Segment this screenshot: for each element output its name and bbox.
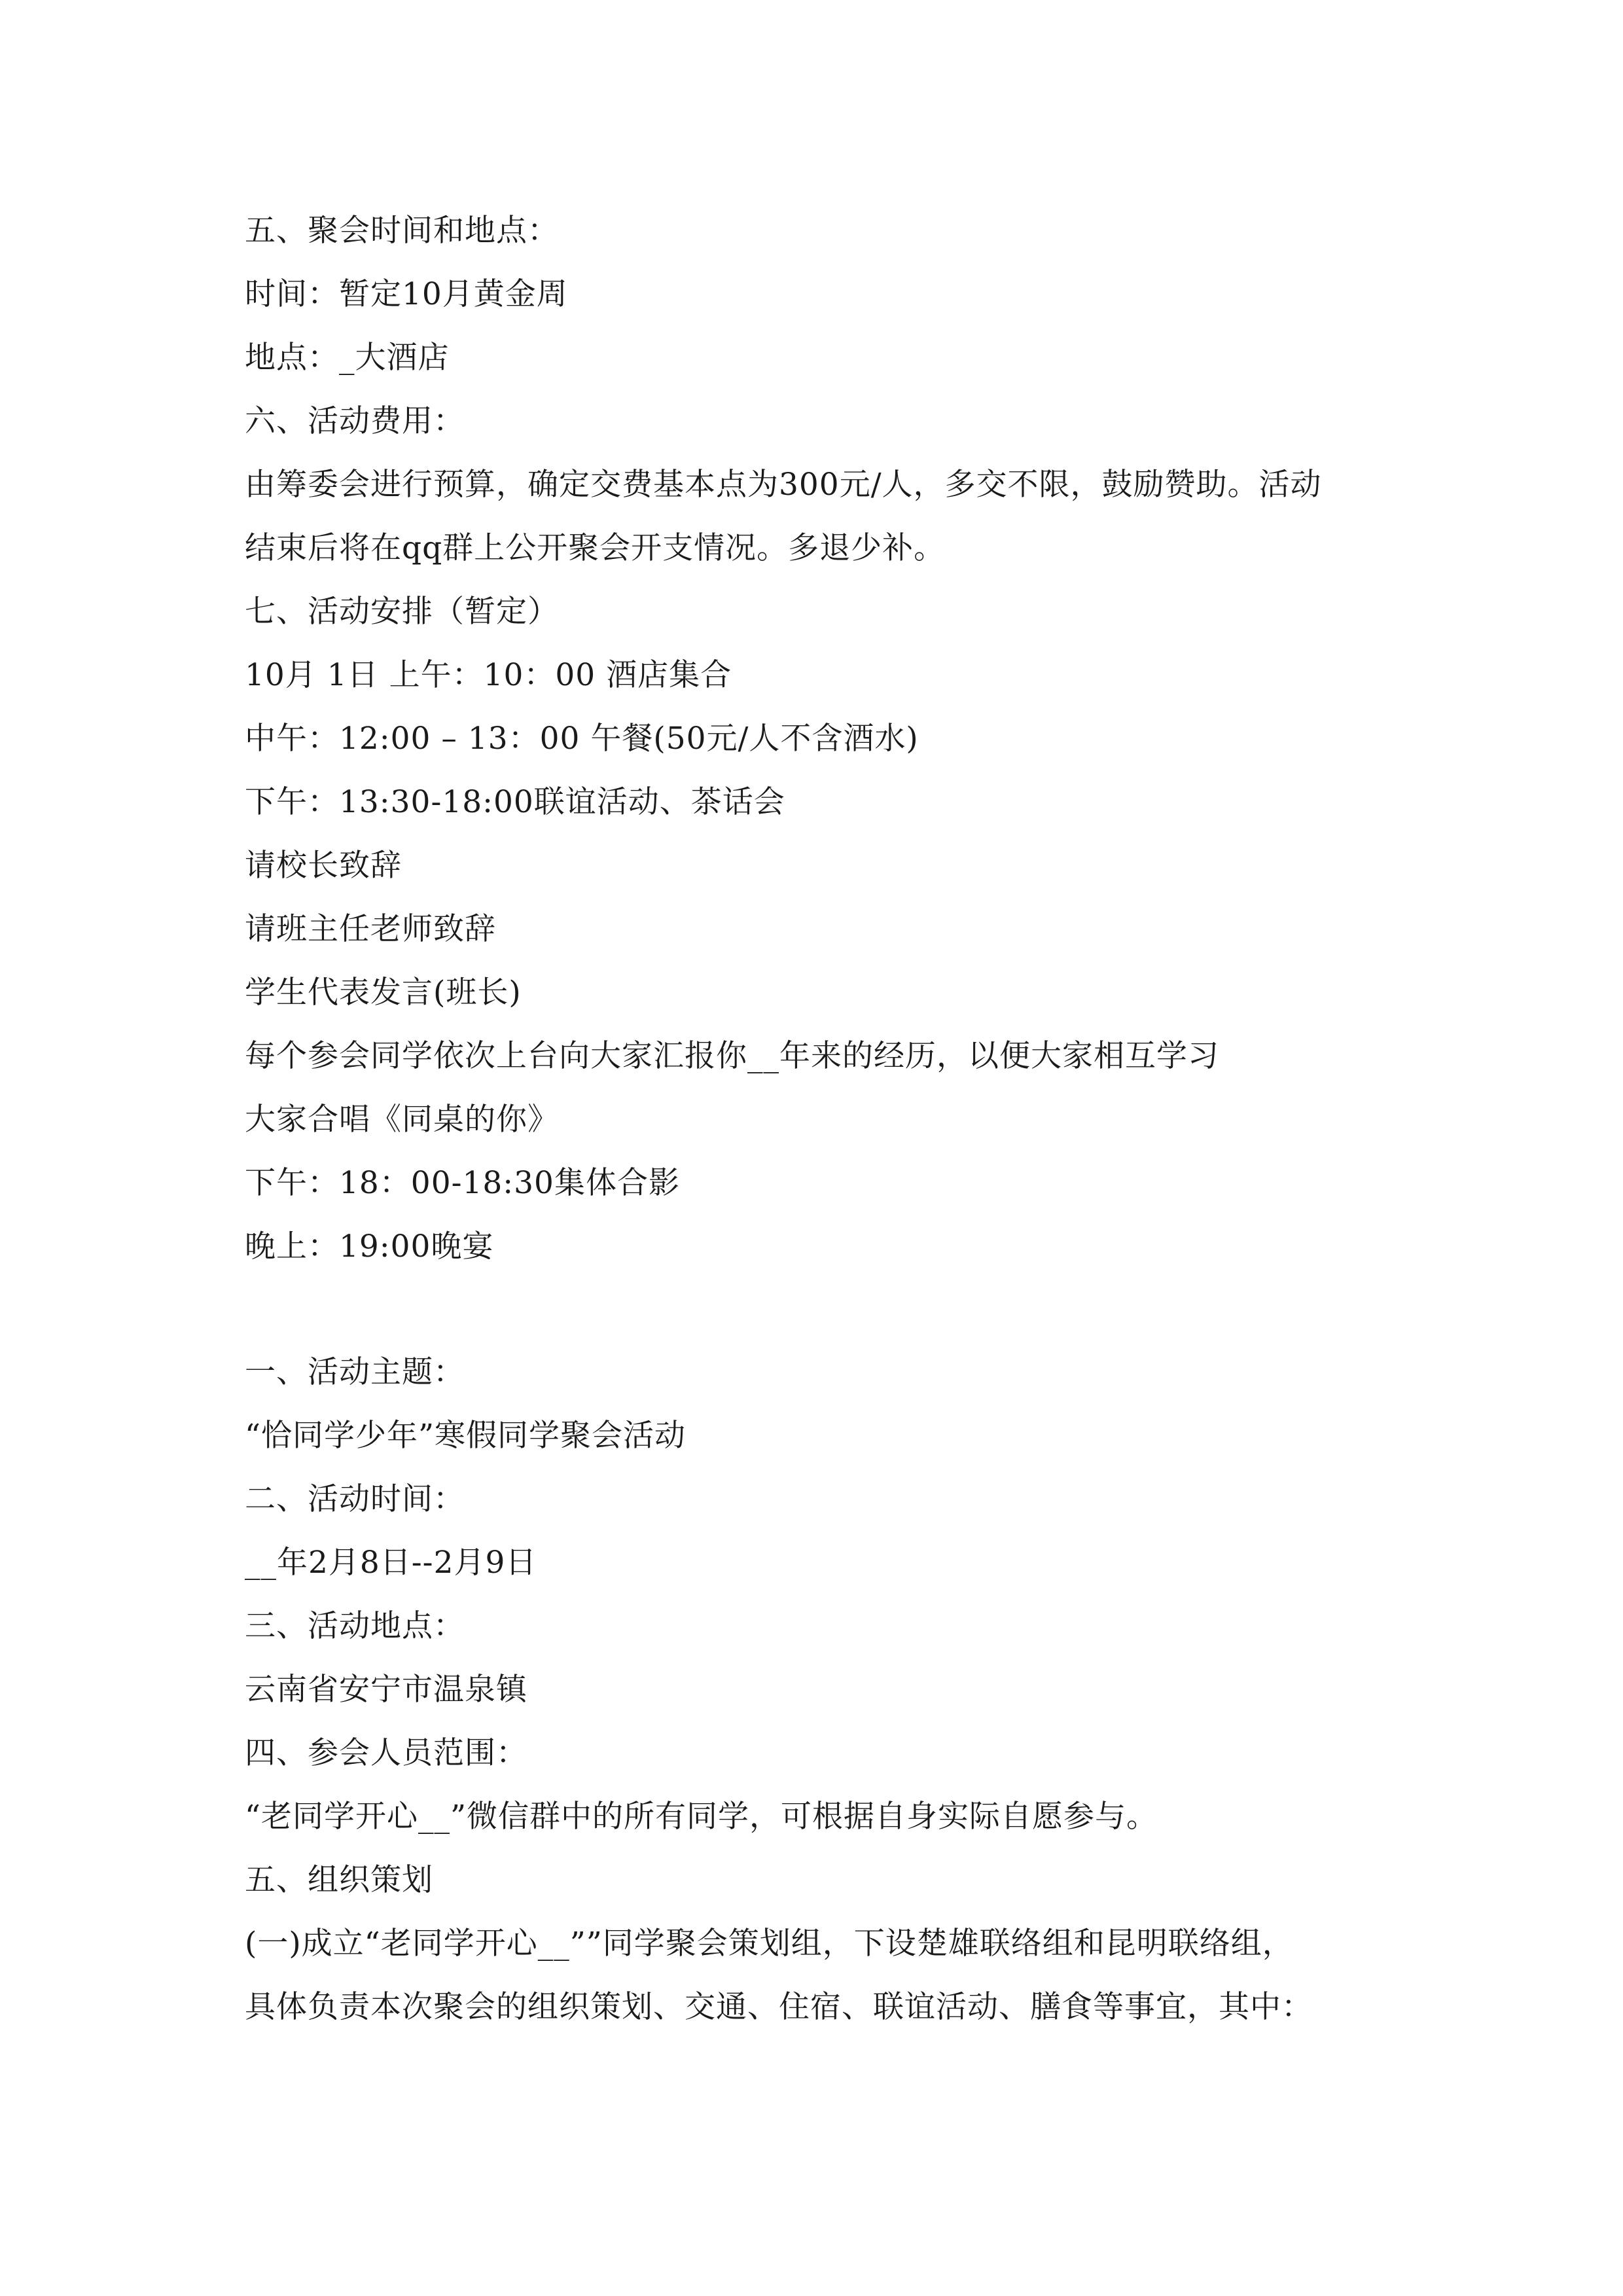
- schedule-item: 晚上：19:00晚宴: [245, 1229, 494, 1265]
- heading-meeting-time-place: 五、聚会时间和地点：: [245, 213, 559, 249]
- schedule-item: 请班主任老师致辞: [245, 911, 496, 947]
- heading-participants: 四、参会人员范围：: [245, 1735, 527, 1771]
- text-activity-time: __年2月8日--2月9日: [245, 1545, 537, 1581]
- heading-organization: 五、组织策划: [245, 1862, 433, 1898]
- text-organization-line-1: (一)成立“老同学开心__””同学聚会策划组，下设楚雄联络组和昆明联络组，: [245, 1926, 1294, 1962]
- text-place: 地点：_大酒店: [245, 340, 450, 376]
- text-cost-line-2: 结束后将在qq群上公开聚会开支情况。多退少补。: [245, 530, 946, 566]
- text-participants: “老同学开心__”微信群中的所有同学，可根据自身实际自愿参与。: [245, 1799, 1158, 1835]
- text-location: 云南省安宁市温泉镇: [245, 1672, 527, 1708]
- heading-schedule: 七、活动安排（暂定）: [245, 594, 559, 630]
- heading-activity-theme: 一、活动主题：: [245, 1354, 465, 1390]
- text-theme: “恰同学少年”寒假同学聚会活动: [245, 1418, 687, 1454]
- schedule-item: 请校长致辞: [245, 848, 402, 884]
- heading-activity-location: 三、活动地点：: [245, 1608, 465, 1644]
- schedule-item: 下午：13:30-18:00联谊活动、茶话会: [245, 784, 785, 820]
- schedule-item: 每个参会同学依次上台向大家汇报你__年来的经历，以便大家相互学习: [245, 1038, 1219, 1074]
- text-time: 时间：暂定10月黄金周: [245, 276, 568, 312]
- schedule-item: 大家合唱《同桌的你》: [245, 1102, 559, 1138]
- heading-activity-cost: 六、活动费用：: [245, 403, 465, 439]
- schedule-item: 学生代表发言(班长): [245, 975, 522, 1011]
- schedule-item: 10月 1日 上午：10：00 酒店集合: [245, 657, 732, 693]
- schedule-item: 下午：18：00-18:30集体合影: [245, 1165, 680, 1201]
- heading-activity-time: 二、活动时间：: [245, 1481, 465, 1517]
- text-cost-line-1: 由筹委会进行预算，确定交费基本点为300元/人，多交不限，鼓励赞助。活动: [245, 467, 1322, 503]
- text-organization-line-2: 具体负责本次聚会的组织策划、交通、住宿、联谊活动、膳食等事宜，其中：: [245, 1989, 1313, 2025]
- schedule-item: 中午：12:00 – 13：00 午餐(50元/人不含酒水): [245, 721, 919, 757]
